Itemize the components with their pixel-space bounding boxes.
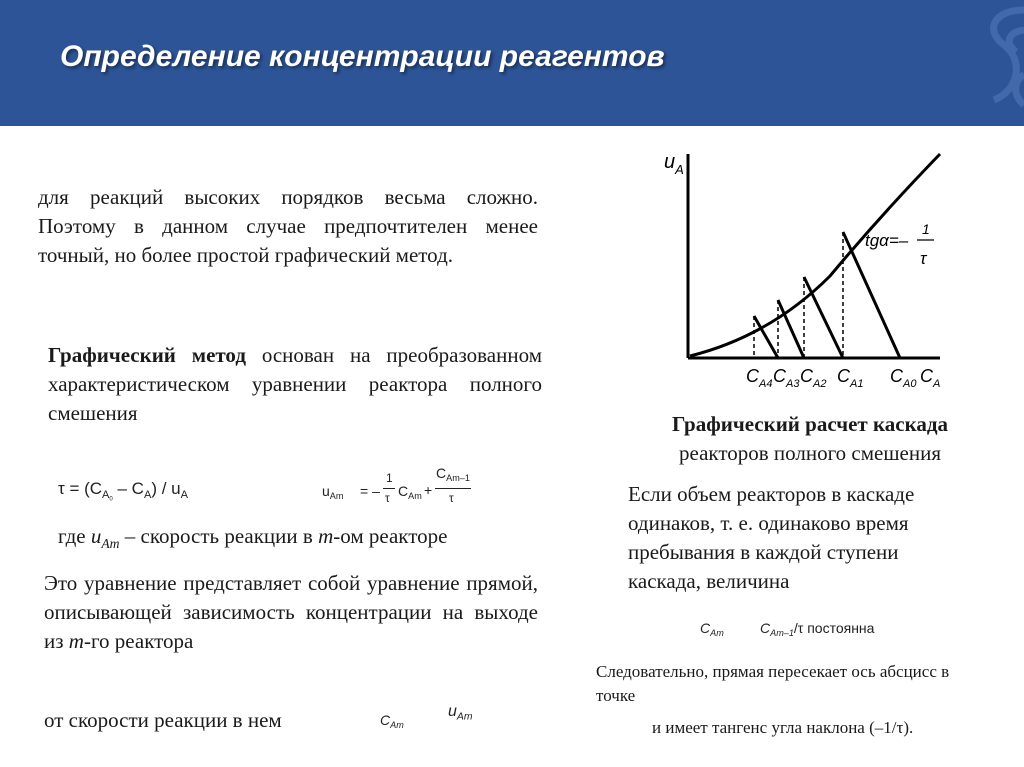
- tau-formula: $\tau = (C_{A_0} - C_A) / u_A$: [58, 479, 189, 503]
- decorative-swirl-icon: [964, 0, 1024, 126]
- cascade-graph: [650, 146, 950, 406]
- from-speed-line: от скорости реакции в нем: [44, 708, 282, 732]
- method-bold-label: Графический метод: [48, 343, 246, 367]
- tick-label: $C_A$: [920, 366, 941, 390]
- method-description: основан на преобразованном характеристическом уравнении реактора полного смешения: [48, 343, 542, 425]
- rate-curve: [690, 154, 940, 356]
- hence-paragraph: Следовательно, прямая пересекает ось абсцисс в точке: [596, 662, 950, 705]
- where-line: где $u_{Am}$ – скорость реакции в m-ом реакторе: [58, 524, 448, 551]
- graph-caption-bold: Графический расчет каскада: [672, 412, 948, 436]
- tick-label: $C_{A0}$: [890, 366, 917, 390]
- y-axis-label: $u_A$: [664, 151, 684, 177]
- title-banner: [0, 0, 1024, 126]
- tick-label: $C_{A3}$: [773, 366, 800, 390]
- tangent-line: и имеет тангенс угла наклона (–1/τ).: [652, 718, 914, 737]
- c-am-symbol: $C_{Am}$: [380, 712, 404, 731]
- tick-label: $C_{A2}$: [800, 366, 827, 390]
- slope-numerator: 1: [922, 221, 930, 237]
- cascade-lines: [754, 232, 900, 358]
- u-am-formula: $u_{Am}$ = – 1 τ $C_{Am}$ + $C_{Am-1}$ τ: [322, 465, 470, 505]
- if-paragraph: Если объем реакторов в каскаде одинаков, т. е. одинаково время пребывания в каждой ступени каскада, величина: [628, 482, 915, 593]
- equation-paragraph: Это уравнение представляет собой уравнение прямой, описывающей зависимость концентрации на выходе из m-го реактора: [44, 571, 538, 653]
- u-am-symbol: $u_{Am}$: [448, 703, 473, 723]
- slope-denominator: τ: [920, 249, 927, 268]
- value-symbol: $C_{Am}$: [700, 620, 724, 639]
- method-paragraph: [48, 341, 542, 428]
- x-axis-ticks: [746, 366, 940, 390]
- slide-title: Определение концентрации реагентов: [60, 40, 665, 73]
- graph-caption: реакторов полного смешения: [679, 441, 941, 465]
- slope-label: tgα=–: [865, 231, 909, 250]
- tick-label: $C_{A4}$: [746, 366, 773, 390]
- constant-formula: $C_{Am-1}/\tau$ постоянна: [760, 620, 875, 639]
- tick-label: $C_{A1}$: [837, 366, 864, 390]
- intro-paragraph: для реакций высоких порядков весьма сложно. Поэтому в данном случае предпочтителен менее точный, но более простой графический метод.: [38, 185, 538, 267]
